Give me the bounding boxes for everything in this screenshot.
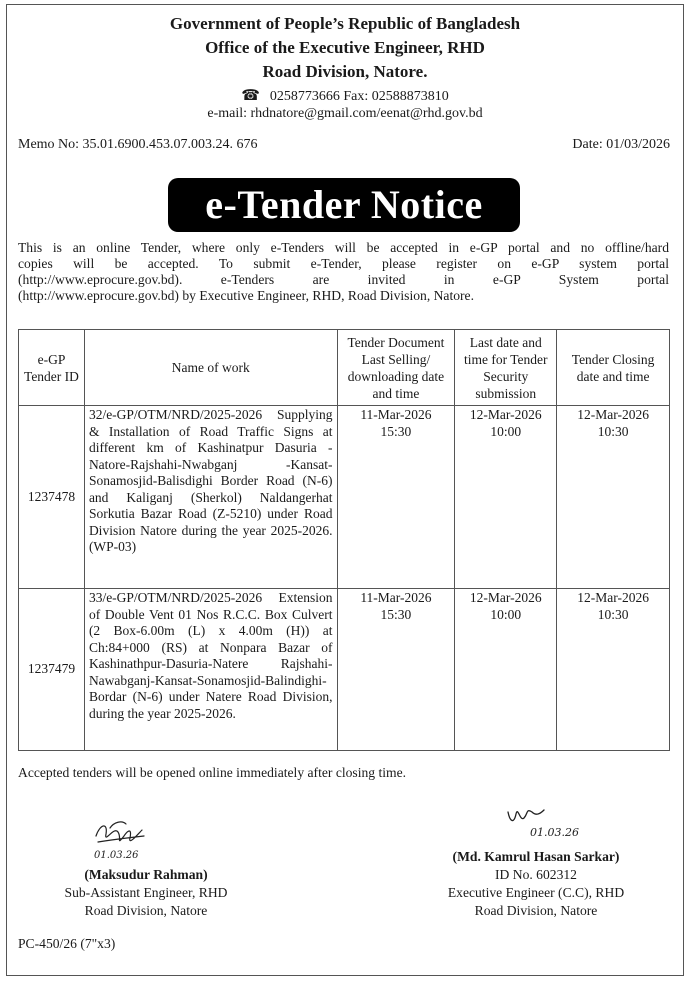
signatory-right-id: ID No. 602312	[495, 867, 577, 882]
tender-id: 1237478	[19, 406, 85, 589]
signatory-right-title: Executive Engineer (C.C), RHD	[447, 885, 625, 900]
intro-line: (http://www.eprocure.gov.bd) by Executive Engineer, RHD, Road Division, Natore.	[18, 288, 474, 303]
closing-date: 12-Mar-2026	[577, 590, 649, 605]
signatory-left	[36, 866, 256, 920]
selling-date: 11-Mar-2026	[360, 590, 432, 605]
pc-reference: PC-450/26 (7"x3)	[18, 936, 116, 951]
opening-note: Accepted tenders will be opened online immediately after closing time.	[18, 765, 407, 780]
work-description: 32/e-GP/OTM/NRD/2025-2026 Supplying & Installation of Road Traffic Signs at different km of Kashinatpur Dasuria -Natore-Rajshahi-Nwabganj -Kansat-Sonamosjid-Balisdighi Border Road (N-6) and Kaliganj (Sherkol) Naldangerhat Sorkutia Bazar Road (Z-5210) under Road Division Natore during the year 2025-2026. (WP-03)	[84, 406, 337, 589]
work-description: 33/e-GP/OTM/NRD/2025-2026 Extension of Double Vent 01 Nos R.C.C. Box Culvert (2 Box-6.00m (L) x 4.00m (H)) at Ch:84+000 (RS) at Nonpara Bazar of Kashinathpur-Dasuria-Natere Rajshahi-Nawabganj-Kansat-Sonamosjid-Balindighi-Bordar (N-6) under Natere Road Division, during the year 2025-2026.	[84, 589, 337, 751]
col-header-closing-date: Tender Closing date and time	[557, 330, 670, 406]
selling-date: 11-Mar-2026	[360, 407, 432, 422]
closing-time: 10:30	[597, 423, 629, 439]
tender-table	[18, 329, 670, 751]
signatory-right-office: Road Division, Natore	[474, 903, 598, 918]
col-header-tender-id: e-GP Tender ID	[19, 330, 85, 406]
tender-id: 1237479	[19, 589, 85, 751]
header-email: e-mail: rhdnatore@gmail.com/eenat@rhd.gov.bd	[207, 106, 483, 121]
closing-datetime	[557, 406, 670, 589]
table-row	[19, 406, 670, 589]
signatory-right	[420, 848, 652, 920]
col-header-name-of-work: Name of work	[84, 330, 337, 406]
table-row	[19, 589, 670, 751]
table-header-row	[19, 330, 670, 406]
closing-datetime	[557, 589, 670, 751]
security-date: 12-Mar-2026	[469, 590, 542, 605]
signatory-left-office: Road Division, Natore	[84, 903, 208, 918]
selling-datetime	[337, 406, 455, 589]
security-time: 10:00	[490, 423, 522, 439]
signatory-left-title: Sub-Assistant Engineer, RHD	[64, 885, 228, 900]
col-header-selling-date: Tender Document Last Selling/ downloading date and time	[337, 330, 455, 406]
intro-line: copies will be accepted. To submit e-Tender, please register on e-GP system portal	[18, 256, 669, 271]
selling-datetime	[337, 589, 455, 751]
header-government: Government of People’s Republic of Bangladesh	[169, 14, 521, 33]
notice-date: Date: 01/03/2026	[572, 137, 670, 152]
signature-left-date: 01.03.26	[94, 850, 139, 861]
security-date: 12-Mar-2026	[469, 407, 542, 422]
security-datetime	[455, 406, 557, 589]
header-division: Road Division, Natore.	[262, 62, 428, 81]
notice-banner: e-Tender Notice	[168, 178, 520, 232]
signatory-right-name: (Md. Kamrul Hasan Sarkar)	[452, 849, 620, 864]
closing-time: 10:30	[597, 606, 629, 622]
closing-date: 12-Mar-2026	[577, 407, 649, 422]
memo-number: Memo No: 35.01.6900.453.07.003.24. 676	[18, 137, 258, 152]
security-datetime	[455, 589, 557, 751]
signatory-left-name: (Maksudur Rahman)	[84, 867, 208, 882]
selling-time: 15:30	[380, 606, 412, 622]
security-time: 10:00	[490, 606, 522, 622]
phone-number: 0258773666 Fax: 02588873810	[269, 89, 449, 104]
signature-right-date: 01.03.26	[530, 826, 579, 839]
intro-line: This is an online Tender, where only e-Tenders will be accepted in e-GP portal and no offline/hard	[18, 240, 669, 255]
phone-icon: ☎	[241, 88, 260, 104]
col-header-security-date: Last date and time for Tender Security submission	[455, 330, 557, 406]
intro-line: (http://www.eprocure.gov.bd). e-Tenders are invited in e-GP System portal	[18, 272, 669, 287]
header-office: Office of the Executive Engineer, RHD	[205, 38, 485, 57]
intro-paragraph	[18, 240, 669, 304]
selling-time: 15:30	[380, 423, 412, 439]
signature-left-icon	[86, 816, 166, 864]
header-phone-line	[0, 86, 690, 105]
signature-right-icon	[500, 800, 620, 844]
